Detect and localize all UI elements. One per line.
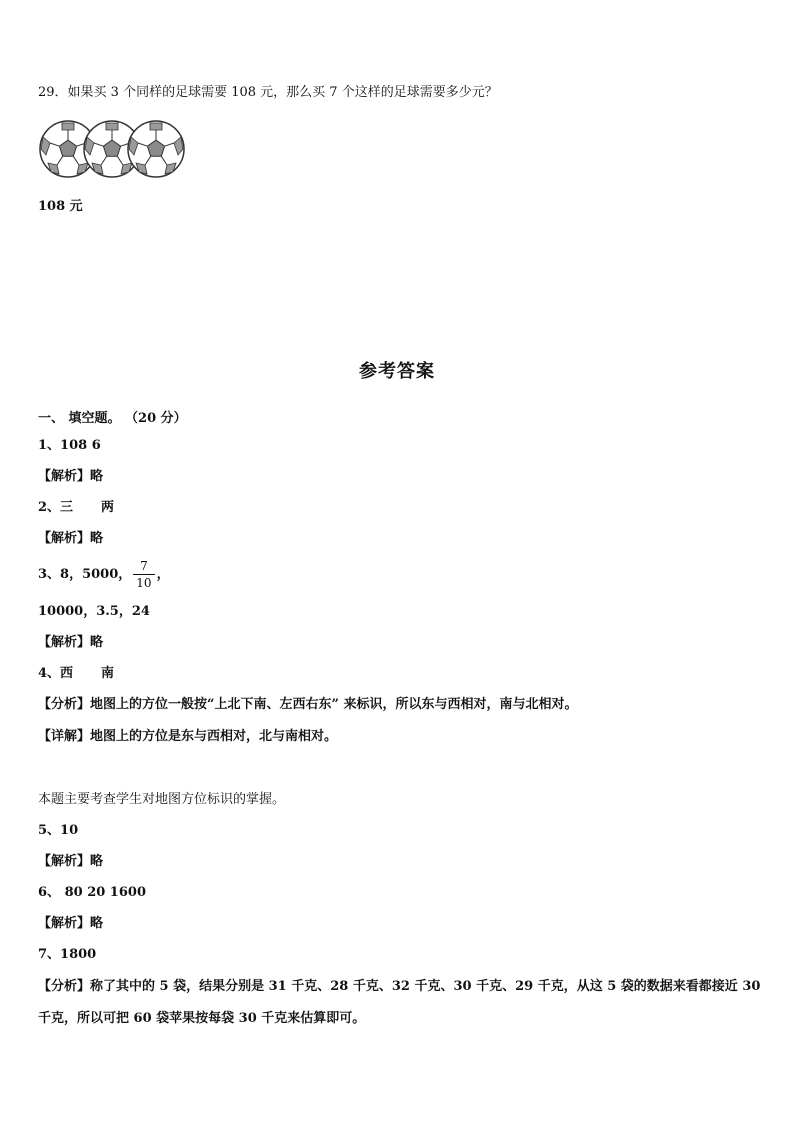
soccer-ball-3 [128, 121, 184, 177]
answer-4-analysis: 【分析】地图上的方位一般按“上北下南、左西右东” 来标识，所以东与西相对，南与北相对。 [38, 697, 578, 712]
answer-3 [38, 558, 170, 591]
answer-7-analysis-line1: 【分析】称了其中的 5 袋，结果分别是 31 千克、28 千克、32 千克、30 千克、29 千克，从这 5 袋的数据来看都接近 30 [38, 979, 761, 994]
answer-5-analysis: 【解析】略 [38, 854, 104, 869]
fraction [133, 558, 154, 591]
answer-5: 5、10 [38, 823, 79, 838]
answer-2 [38, 499, 114, 517]
section1-heading: 一、 填空题。 （20 分） [38, 411, 187, 426]
answer-4 [38, 665, 114, 683]
answer-2-part-b: 两 [101, 500, 115, 515]
answer-3-suffix: ， [156, 567, 170, 582]
answer-4-note: 本题主要考查学生对地图方位标识的掌握。 [38, 792, 286, 807]
answer-6: 6、 80 20 1600 [38, 885, 146, 900]
answer-3-analysis: 【解析】略 [38, 635, 104, 650]
question-29-text: 29．如果买 3 个同样的足球需要 108 元，那么买 7 个这样的足球需要多少元？ [38, 85, 498, 100]
soccer-balls-image [38, 118, 188, 180]
answer-6-analysis: 【解析】略 [38, 916, 104, 931]
answer-3-line2: 10000，3.5，24 [38, 604, 150, 619]
answers-title: 参考答案 [359, 361, 435, 382]
answer-7: 7、1800 [38, 947, 97, 962]
answer-4-part-b: 南 [101, 666, 115, 681]
answer-7-analysis-line2: 千克，所以可把 60 袋苹果按每袋 30 千克来估算即可。 [38, 1011, 366, 1026]
answer-1: 1、108 6 [38, 438, 101, 453]
answer-2-analysis: 【解析】略 [38, 531, 104, 546]
fraction-denominator: 10 [133, 574, 154, 591]
answer-3-prefix: 3、8，5000， [38, 567, 132, 582]
fraction-numerator: 7 [140, 559, 148, 573]
answer-4-detail: 【详解】地图上的方位是东与西相对，北与南相对。 [38, 729, 338, 744]
answer-1-analysis: 【解析】略 [38, 469, 104, 484]
answer-4-part-a: 4、西 [38, 666, 74, 681]
price-label: 108 元 [38, 199, 83, 214]
answer-2-part-a: 2、三 [38, 500, 74, 515]
